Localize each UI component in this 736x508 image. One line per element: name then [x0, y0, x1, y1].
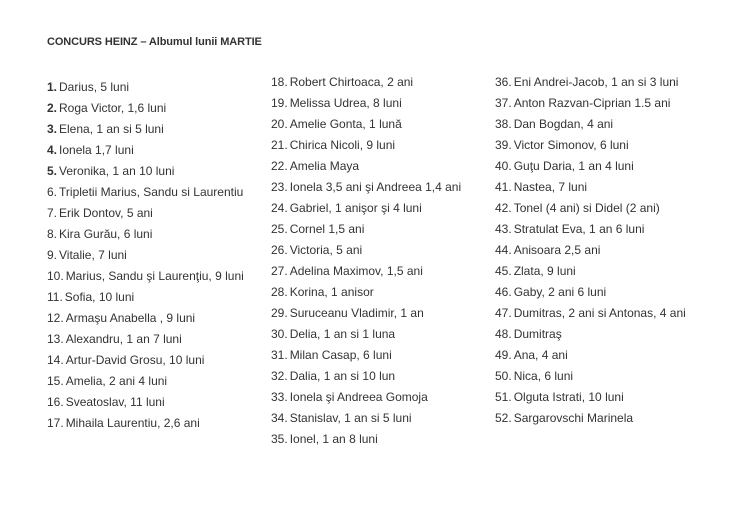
- list-item: [271, 93, 471, 114]
- item-number: 29.: [271, 306, 288, 320]
- list-item: [495, 198, 705, 219]
- item-text: Stratulat Eva, 1 an 6 luni: [513, 222, 645, 236]
- item-number: 8.: [47, 227, 58, 241]
- item-text: Tonel (4 ani) si Didel (2 ani): [513, 201, 660, 215]
- item-text: Erik Dontov, 5 ani: [59, 206, 153, 220]
- item-number: 45.: [495, 264, 512, 278]
- item-text: Zlata, 9 luni: [513, 264, 576, 278]
- item-text: Sargarovschi Marinela: [513, 411, 634, 425]
- item-number: 34.: [271, 411, 288, 425]
- list-item: [495, 114, 705, 135]
- list-item: [271, 135, 471, 156]
- item-number: 28.: [271, 285, 288, 299]
- item-text: Amelia Maya: [289, 159, 360, 173]
- list-item: [271, 408, 471, 429]
- list-item: [47, 371, 247, 392]
- item-number: 10.: [47, 269, 64, 283]
- list-item: [495, 387, 705, 408]
- list-item: [271, 366, 471, 387]
- item-text: Alexandru, 1 an 7 luni: [65, 332, 182, 346]
- list-item: [271, 429, 471, 450]
- item-text: Dumitras, 2 ani si Antonas, 4 ani: [513, 306, 686, 320]
- item-number: 14.: [47, 353, 64, 367]
- list-item: [47, 350, 247, 371]
- item-text: Ionel, 1 an 8 luni: [289, 432, 378, 446]
- item-number: 23.: [271, 180, 288, 194]
- item-text: Tripletii Marius, Sandu si Laurentiu: [59, 185, 244, 199]
- item-number: 16.: [47, 395, 64, 409]
- entries-column-3: [495, 72, 705, 429]
- item-text: Olguta Istrati, 10 luni: [513, 390, 624, 404]
- list-item: [495, 324, 705, 345]
- item-text: Ionela şi Andreea Gomoja: [289, 390, 428, 404]
- list-item: [495, 177, 705, 198]
- list-item: [495, 345, 705, 366]
- item-text: Nastea, 7 luni: [513, 180, 588, 194]
- item-number: 4.: [47, 143, 58, 157]
- list-item: [271, 387, 471, 408]
- list-item: [495, 240, 705, 261]
- list-item: [271, 282, 471, 303]
- entries-column-2: [271, 72, 471, 450]
- item-text: Mihaila Laurentiu, 2,6 ani: [65, 416, 200, 430]
- item-text: Sveatoslav, 11 luni: [65, 395, 165, 409]
- item-text: Ana, 4 ani: [513, 348, 568, 362]
- list-item: [495, 93, 705, 114]
- list-item: [47, 224, 247, 245]
- item-text: Ionela 3,5 ani şi Andreea 1,4 ani: [289, 180, 462, 194]
- list-item: [47, 77, 247, 98]
- item-number: 39.: [495, 138, 512, 152]
- item-number: 22.: [271, 159, 288, 173]
- item-text: Suruceanu Vladimir, 1 an: [289, 306, 424, 320]
- item-number: 47.: [495, 306, 512, 320]
- list-item: [47, 182, 247, 203]
- list-item: [495, 156, 705, 177]
- item-text: Anton Razvan-Ciprian 1.5 ani: [513, 96, 671, 110]
- item-number: 9.: [47, 248, 58, 262]
- item-number: 6.: [47, 185, 58, 199]
- item-number: 42.: [495, 201, 512, 215]
- item-number: 30.: [271, 327, 288, 341]
- item-number: 1.: [47, 80, 58, 94]
- list-item: [271, 177, 471, 198]
- page-title: CONCURS HEINZ – Albumul lunii MARTIE: [47, 36, 262, 48]
- item-number: 38.: [495, 117, 512, 131]
- item-text: Veronika, 1 an 10 luni: [59, 164, 175, 178]
- item-text: Ionela 1,7 luni: [59, 143, 134, 157]
- item-text: Armaşu Anabella , 9 luni: [65, 311, 196, 325]
- item-number: 27.: [271, 264, 288, 278]
- item-text: Dalia, 1 an si 10 lun: [289, 369, 396, 383]
- item-text: Delia, 1 an si 1 luna: [289, 327, 396, 341]
- item-number: 43.: [495, 222, 512, 236]
- item-number: 44.: [495, 243, 512, 257]
- item-text: Amelia, 2 ani 4 luni: [65, 374, 168, 388]
- list-item: [47, 161, 247, 182]
- list-item: [47, 266, 247, 287]
- item-text: Chirica Nicoli, 9 luni: [289, 138, 396, 152]
- list-item: [271, 345, 471, 366]
- item-text: Sofia, 10 luni: [64, 290, 135, 304]
- item-text: Korina, 1 anisor: [289, 285, 374, 299]
- item-number: 19.: [271, 96, 288, 110]
- item-number: 24.: [271, 201, 288, 215]
- item-number: 52.: [495, 411, 512, 425]
- item-number: 25.: [271, 222, 288, 236]
- item-number: 49.: [495, 348, 512, 362]
- list-item: [271, 198, 471, 219]
- item-number: 5.: [47, 164, 58, 178]
- item-text: Marius, Sandu şi Laurenţiu, 9 luni: [65, 269, 244, 283]
- item-text: Nica, 6 luni: [513, 369, 574, 383]
- item-number: 32.: [271, 369, 288, 383]
- list-item: [495, 282, 705, 303]
- list-item: [47, 287, 247, 308]
- item-text: Victor Simonov, 6 luni: [513, 138, 629, 152]
- list-item: [271, 156, 471, 177]
- item-number: 7.: [47, 206, 58, 220]
- item-text: Anisoara 2,5 ani: [513, 243, 601, 257]
- item-number: 12.: [47, 311, 64, 325]
- item-text: Kira Gurău, 6 luni: [59, 227, 153, 241]
- item-text: Stanislav, 1 an si 5 luni: [289, 411, 412, 425]
- item-number: 13.: [47, 332, 64, 346]
- item-number: 33.: [271, 390, 288, 404]
- item-number: 35.: [271, 432, 288, 446]
- item-number: 40.: [495, 159, 512, 173]
- list-item: [47, 245, 247, 266]
- item-text: Amelie Gonta, 1 lună: [289, 117, 402, 131]
- item-text: Vitalie, 7 luni: [59, 248, 127, 262]
- list-item: [47, 413, 247, 434]
- list-item: [271, 324, 471, 345]
- item-number: 18.: [271, 75, 288, 89]
- list-item: [271, 219, 471, 240]
- item-text: Adelina Maximov, 1,5 ani: [289, 264, 423, 278]
- item-number: 21.: [271, 138, 288, 152]
- list-item: [495, 135, 705, 156]
- item-number: 11.: [47, 290, 63, 304]
- list-item: [47, 140, 247, 161]
- item-number: 31.: [271, 348, 288, 362]
- item-number: 26.: [271, 243, 288, 257]
- item-text: Roga Victor, 1,6 luni: [59, 101, 167, 115]
- item-text: Milan Casap, 6 luni: [289, 348, 392, 362]
- item-text: Melissa Udrea, 8 luni: [289, 96, 402, 110]
- list-item: [47, 308, 247, 329]
- list-item: [495, 408, 705, 429]
- list-item: [495, 366, 705, 387]
- item-number: 2.: [47, 101, 58, 115]
- item-number: 15.: [47, 374, 64, 388]
- item-number: 41.: [495, 180, 512, 194]
- item-text: Artur-David Grosu, 10 luni: [65, 353, 205, 367]
- item-text: Robert Chirtoaca, 2 ani: [289, 75, 414, 89]
- list-item: [495, 303, 705, 324]
- item-number: 48.: [495, 327, 512, 341]
- item-number: 36.: [495, 75, 512, 89]
- item-number: 17.: [47, 416, 64, 430]
- list-item: [495, 261, 705, 282]
- list-item: [271, 303, 471, 324]
- item-text: Darius, 5 luni: [59, 80, 130, 94]
- item-text: Eni Andrei-Jacob, 1 an si 3 luni: [513, 75, 679, 89]
- list-item: [495, 72, 705, 93]
- item-text: Gaby, 2 ani 6 luni: [513, 285, 607, 299]
- list-item: [47, 392, 247, 413]
- item-text: Gabriel, 1 anişor şi 4 luni: [289, 201, 422, 215]
- list-item: [495, 219, 705, 240]
- item-number: 46.: [495, 285, 512, 299]
- item-number: 20.: [271, 117, 288, 131]
- item-text: Dumitraş: [513, 327, 562, 341]
- entries-column-1: [47, 77, 247, 434]
- item-text: Elena, 1 an si 5 luni: [59, 122, 164, 136]
- item-number: 3.: [47, 122, 58, 136]
- item-text: Dan Bogdan, 4 ani: [513, 117, 614, 131]
- item-number: 51.: [495, 390, 512, 404]
- item-number: 50.: [495, 369, 512, 383]
- list-item: [271, 72, 471, 93]
- list-item: [47, 329, 247, 350]
- item-text: Victoria, 5 ani: [289, 243, 363, 257]
- list-item: [47, 119, 247, 140]
- item-text: Cornel 1,5 ani: [289, 222, 365, 236]
- list-item: [271, 114, 471, 135]
- list-item: [271, 240, 471, 261]
- list-item: [271, 261, 471, 282]
- list-item: [47, 203, 247, 224]
- item-text: Guţu Daria, 1 an 4 luni: [513, 159, 634, 173]
- list-item: [47, 98, 247, 119]
- item-number: 37.: [495, 96, 512, 110]
